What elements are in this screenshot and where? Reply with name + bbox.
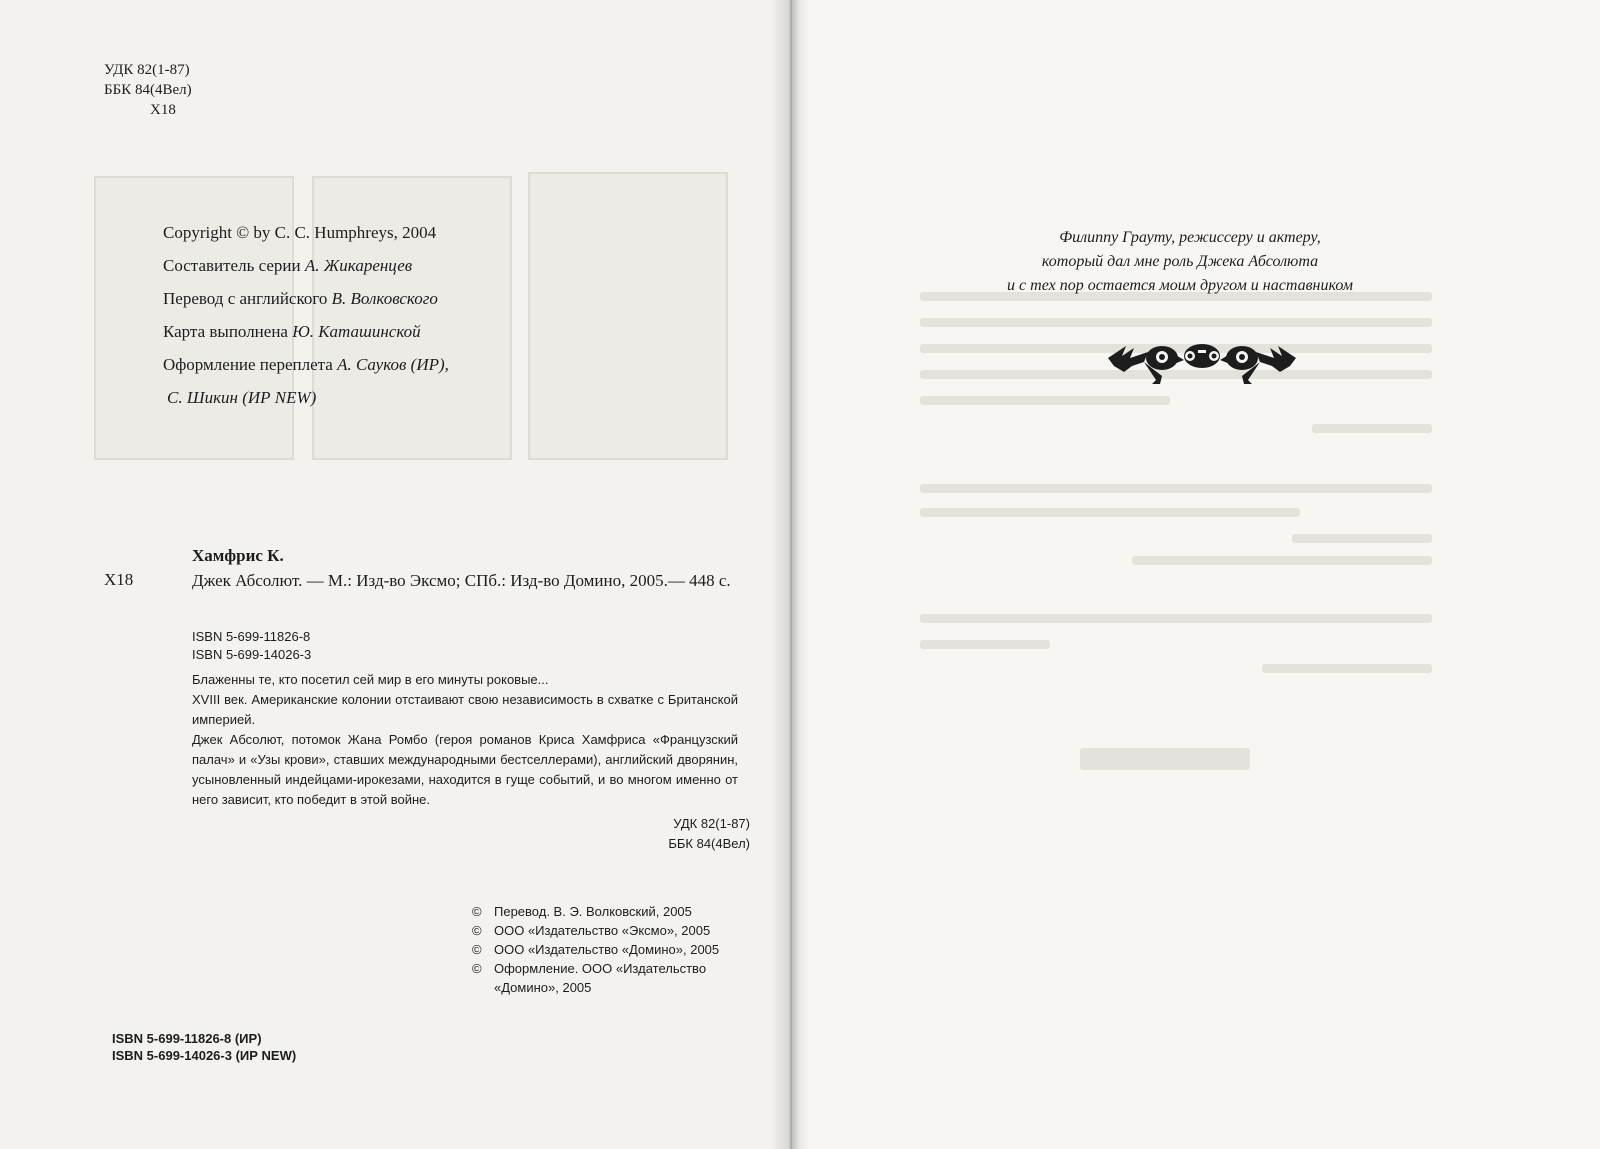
classification-block	[104, 60, 192, 120]
ghost-text-line	[920, 318, 1432, 327]
ghost-text-line	[1132, 556, 1432, 565]
record-isbn-list	[192, 628, 311, 664]
copyright-notices	[472, 902, 772, 997]
record-classification	[668, 814, 750, 854]
isbn-bottom-block	[112, 1030, 296, 1064]
ghost-text-line	[1262, 664, 1432, 673]
dedication-line: Филиппу Грауту, режиссеру и актеру,	[1059, 229, 1321, 246]
ghost-text-line	[1080, 748, 1250, 770]
ghost-text-line	[1292, 534, 1432, 543]
dedication-line: который дал мне роль Джека Абсолюта	[1041, 253, 1319, 270]
ghost-text-line	[1312, 424, 1432, 433]
right-page	[792, 0, 1600, 1149]
ghost-text-line	[920, 508, 1300, 517]
left-page	[0, 0, 790, 1149]
ghost-illustration-3	[528, 172, 728, 460]
record-udk: УДК 82(1-87)	[673, 816, 750, 831]
ghost-text-line	[920, 640, 1050, 649]
dedication-line: и с тех пор остается моим другом и наставником	[1007, 277, 1353, 294]
bird-ornament-icon	[1104, 332, 1300, 390]
annotation-paragraph: Джек Абсолют, потомок Жана Ромбо (героя романов Криса Хамфриса «Французский палач» и «Узы крови», ставших международными бестселлерами), английский дворянин, усыновленный индейцами-ирокезами, находится в гуще событий, и во многом именно от него зависит, кто победит в этой войне.	[192, 732, 738, 807]
author-code: Х18	[150, 102, 176, 118]
record-annotation	[192, 670, 738, 810]
ghost-text-line	[920, 614, 1432, 623]
isbn-line: ISBN 5-699-11826-8 (ИР)	[112, 1031, 262, 1046]
ghost-text-line	[920, 396, 1170, 405]
udk-code: УДК 82(1-87)	[104, 62, 190, 78]
record-isbn: ISBN 5-699-14026-3	[192, 647, 312, 662]
copyright-notice: © ООО «Издательство «Домино», 2005	[472, 942, 720, 957]
isbn-line: ISBN 5-699-14026-3 (ИР NEW)	[112, 1048, 297, 1063]
annotation-paragraph: XVIII век. Американские колонии отстаивают свою независимость в схватке с Британской империей.	[192, 692, 738, 727]
copyright-notice: © Оформление. ООО «Издательство «Домино», 2005	[472, 961, 707, 995]
book-spine-shadow	[770, 0, 810, 1149]
cover-design-line: Оформление переплета А. Сауков (ИР),	[163, 355, 449, 374]
ghost-text-line	[920, 484, 1432, 493]
translator-line: Перевод с английского В. Волковского	[163, 289, 438, 308]
map-credit-line: Карта выполнена Ю. Каташинской	[163, 322, 421, 341]
dedication	[920, 226, 1440, 298]
record-description: Джек Абсолют. — М.: Изд-во Эксмо; СПб.: Изд-во Домино, 2005.— 448 с.	[192, 571, 731, 590]
bbk-code: ББК 84(4Вел)	[104, 82, 192, 98]
cover-design-line-2: С. Шикин (ИР NEW)	[167, 388, 317, 407]
record-bbk: ББК 84(4Вел)	[668, 836, 750, 851]
credits-block	[163, 216, 449, 414]
record-code: Х18	[104, 570, 134, 589]
record-isbn: ISBN 5-699-11826-8	[192, 629, 311, 644]
copyright-line: Copyright © by C. C. Humphreys, 2004	[163, 223, 437, 242]
record-author: Хамфрис К.	[192, 546, 284, 565]
copyright-notice: © Перевод. В. Э. Волковский, 2005	[472, 904, 692, 919]
copyright-notice: © ООО «Издательство «Эксмо», 2005	[472, 923, 711, 938]
annotation-paragraph: Блаженны те, кто посетил сей мир в его минуты роковые...	[192, 672, 549, 687]
series-compiler-line: Составитель серии А. Жикаренцев	[163, 256, 413, 275]
